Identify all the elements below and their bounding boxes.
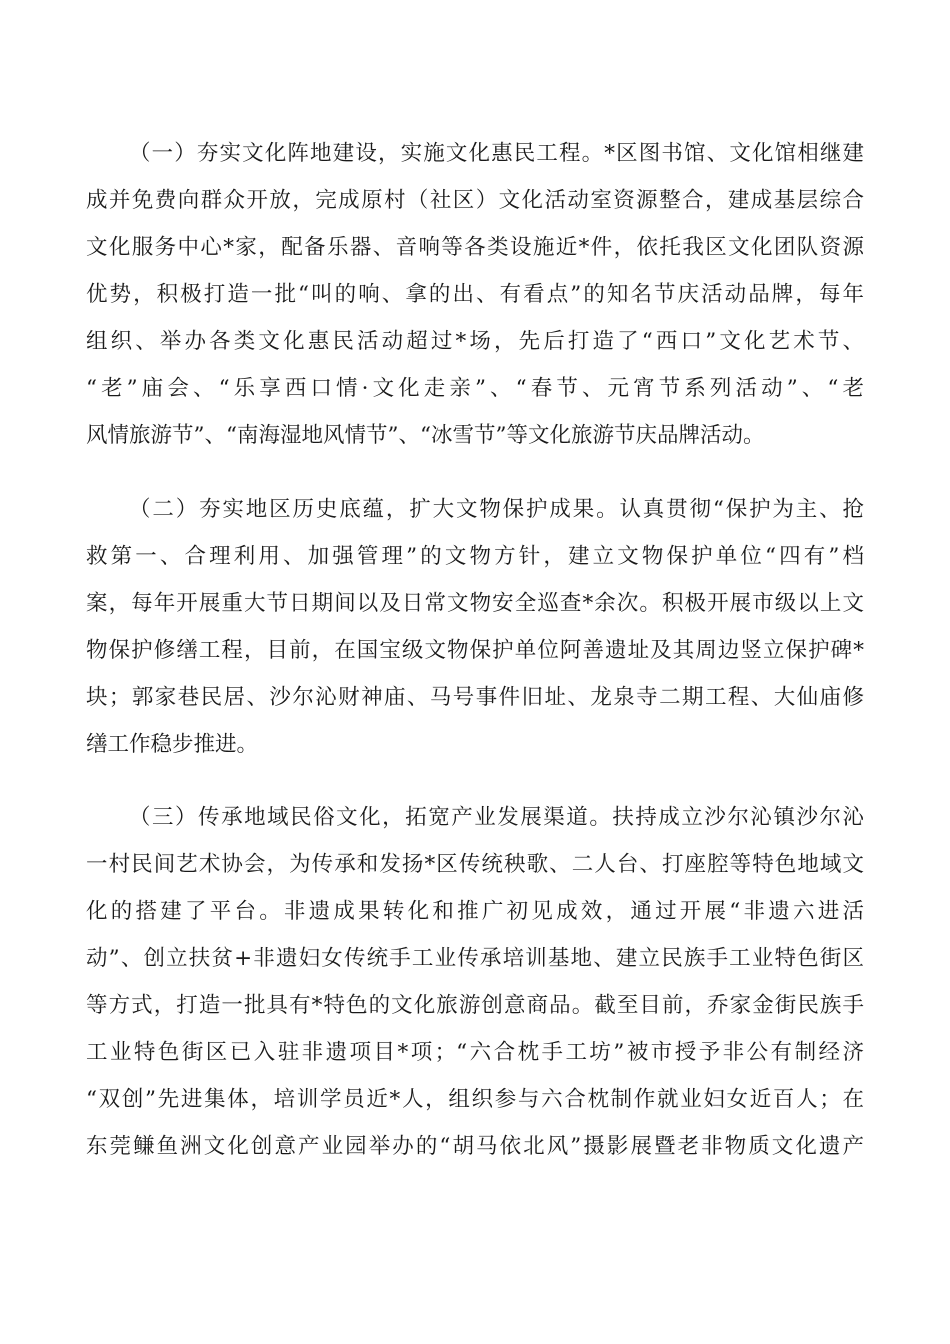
text-line: “老”庙会、“乐享西口情·文化走亲”、“春节、元宵节系列活动”、“老 [86, 376, 864, 401]
text-line: 缮工作稳步推进。 [86, 732, 259, 757]
text-line: 救第一、合理利用、加强管理”的文物方针，建立文物保护单位“四有”档 [86, 544, 864, 569]
text-line: 文化服务中心*家，配备乐器、音响等各类设施近*件，依托我区文化团队资源 [86, 235, 864, 260]
text-line: “双创”先进集体，培训学员近*人，组织参与六合枕制作就业妇女近百人；在 [86, 1087, 864, 1112]
paragraph-1 [86, 130, 864, 459]
text-line: 化的搭建了平台。非遗成果转化和推广初见成效，通过开展“非遗六进活 [86, 899, 864, 924]
text-line: 块；郭家巷民居、沙尔沁财神庙、马号事件旧址、龙泉寺二期工程、大仙庙修 [86, 685, 864, 710]
text-line: 案，每年开展重大节日期间以及日常文物安全巡查*余次。积极开展市级以上文 [86, 591, 864, 616]
paragraph-2 [86, 486, 864, 768]
text-line: 一村民间艺术协会，为传承和发扬*区传统秧歌、二人台、打座腔等特色地域文 [86, 852, 864, 877]
text-line: （一）夯实文化阵地建设，实施文化惠民工程。*区图书馆、文化馆相继建 [129, 141, 864, 166]
text-line: 工业特色街区已入驻非遗项目*项；“六合枕手工坊”被市授予非公有制经济 [86, 1040, 864, 1065]
text-line: 动”、创立扶贫+非遗妇女传统手工业传承培训基地、建立民族手工业特色街区 [86, 946, 864, 971]
text-line: 成并免费向群众开放，完成原村（社区）文化活动室资源整合，建成基层综合 [86, 188, 864, 213]
text-line: 风情旅游节”、“南海湿地风情节”、“冰雪节”等文化旅游节庆品牌活动。 [86, 423, 765, 448]
text-line: 优势，积极打造一批“叫的响、拿的出、有看点”的知名节庆活动品牌，每年 [86, 282, 864, 307]
text-line: （二）夯实地区历史底蕴，扩大文物保护成果。认真贯彻“保护为主、抢 [129, 497, 864, 522]
text-line: 等方式，打造一批具有*特色的文化旅游创意商品。截至目前，乔家金街民族手 [86, 993, 864, 1018]
text-line: 组织、举办各类文化惠民活动超过*场，先后打造了“西口”文化艺术节、 [86, 329, 864, 354]
text-line: （三）传承地域民俗文化，拓宽产业发展渠道。扶持成立沙尔沁镇沙尔沁 [129, 805, 864, 830]
text-line: 东莞鳒鱼洲文化创意产业园举办的“胡马依北风”摄影展暨老非物质文化遗产 [86, 1134, 864, 1159]
text-line: 物保护修缮工程，目前，在国宝级文物保护单位阿善遗址及其周边竖立保护碑* [86, 638, 864, 663]
paragraph-3 [86, 794, 864, 1170]
